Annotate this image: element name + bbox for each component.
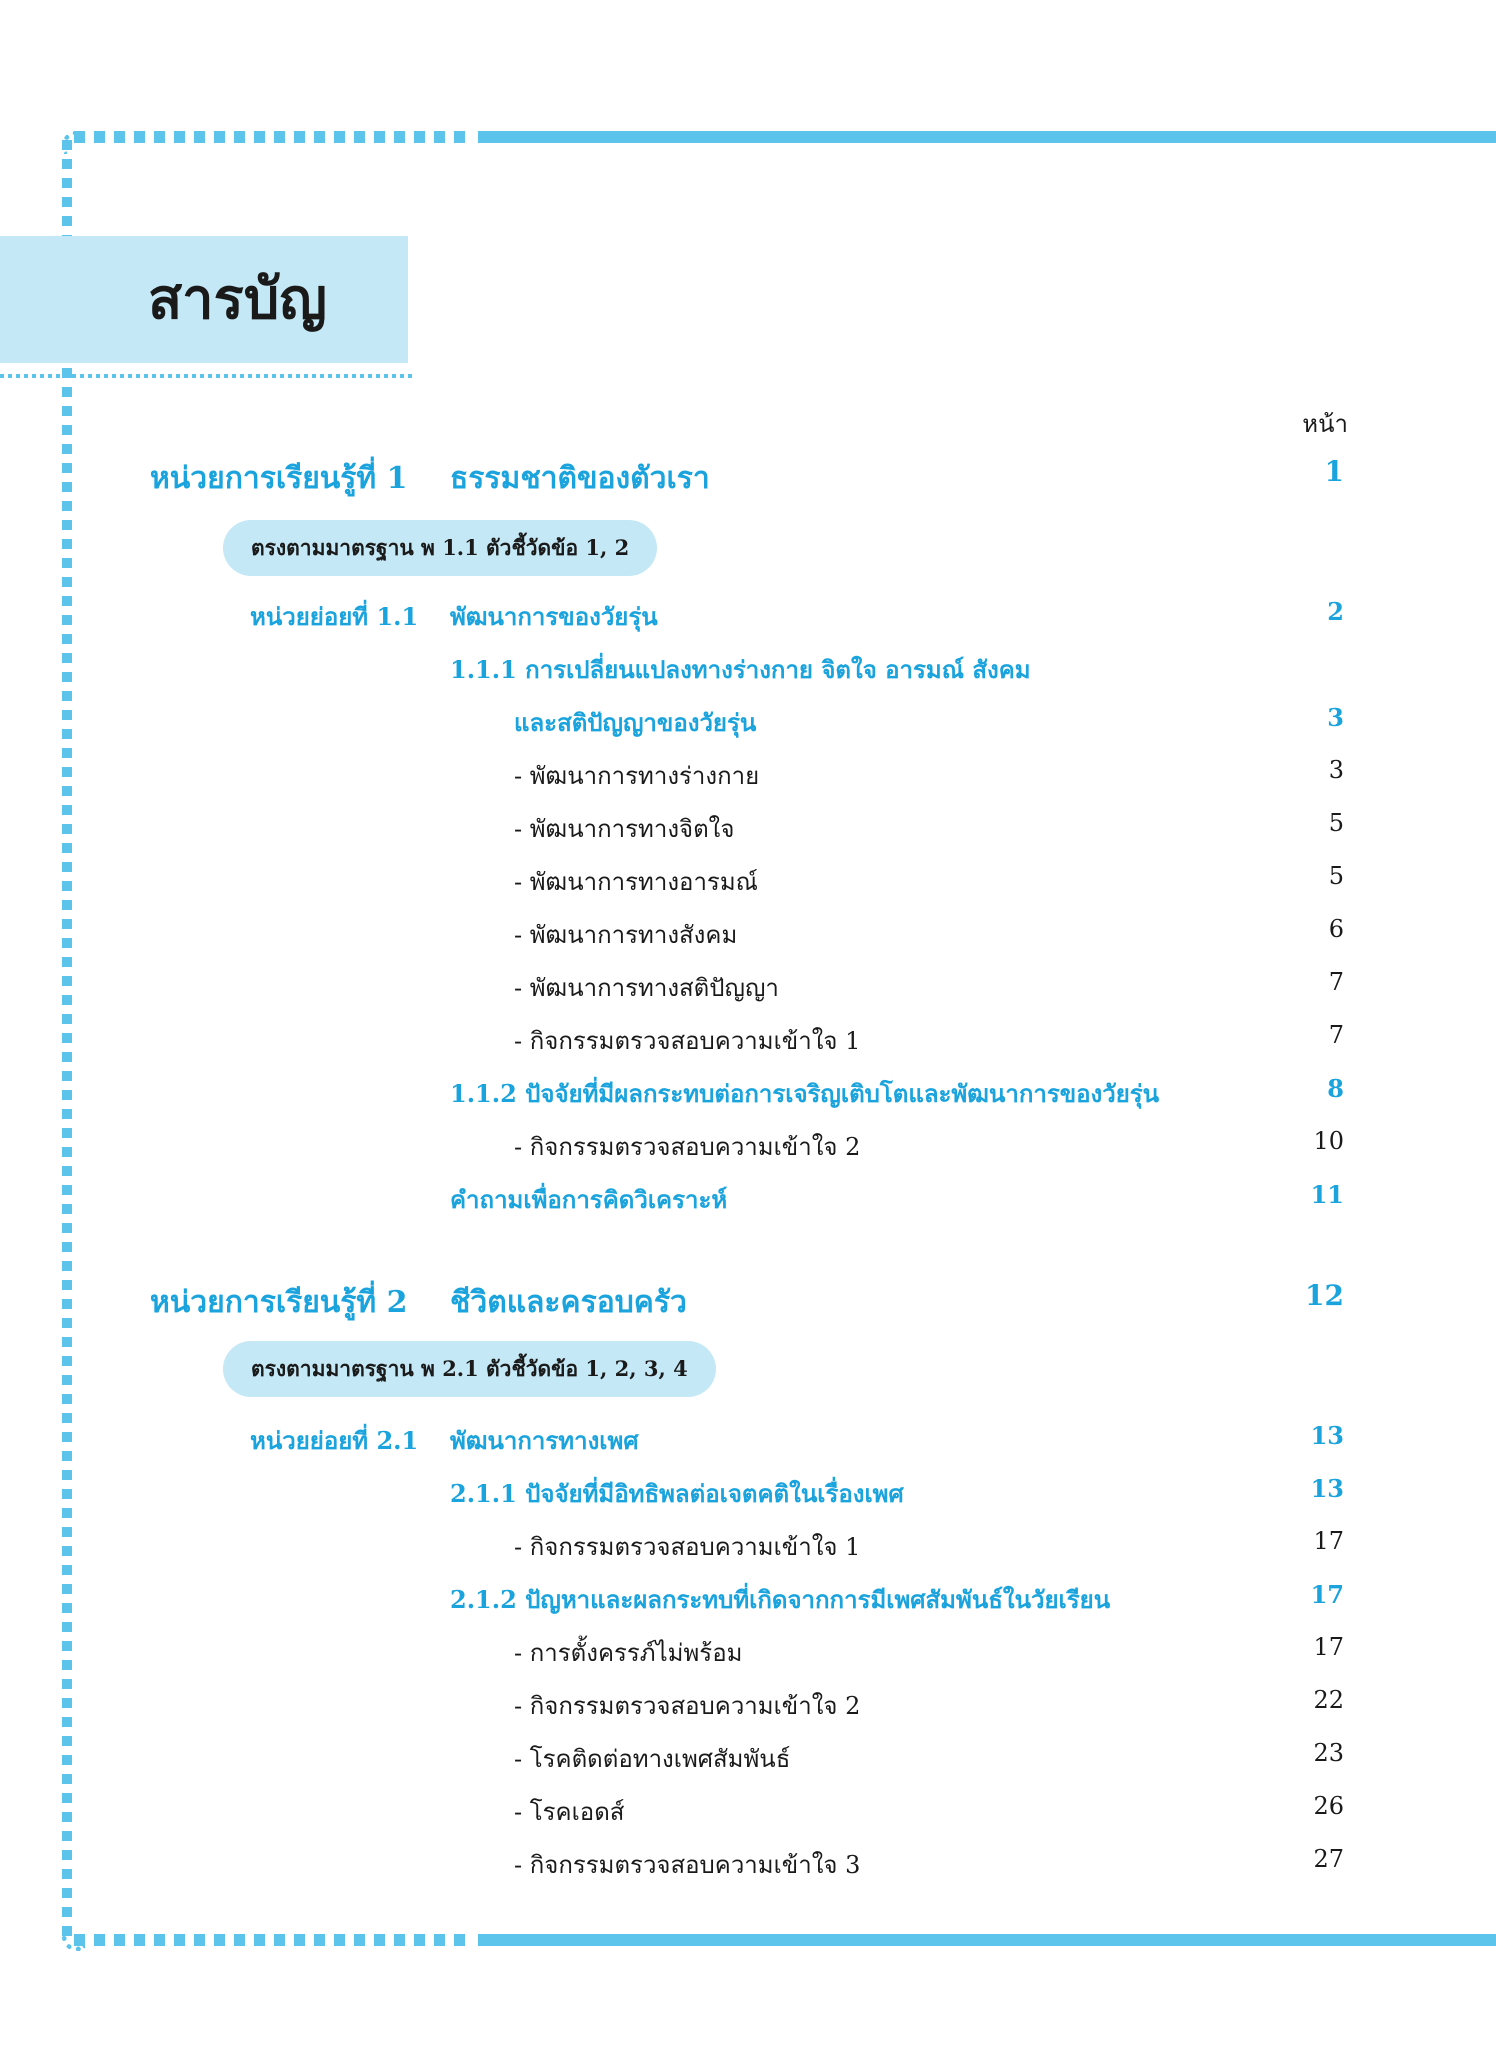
toc-item[interactable] [514, 1739, 1344, 1779]
page-number: 11 [1310, 1180, 1344, 1209]
item-title: - พัฒนาการทางอารมณ์ [514, 868, 758, 896]
subunit-name: พัฒนาการของวัยรุ่น [450, 602, 658, 631]
page-number: 23 [1313, 1739, 1344, 1767]
frame-top-dotted-line [74, 131, 474, 143]
unit-name: ชีวิตและครอบครัว [450, 1285, 687, 1320]
page-number: 22 [1313, 1686, 1344, 1714]
page-number: 17 [1313, 1633, 1344, 1661]
unit-label: หน่วยการเรียนรู้ที่ 1 [150, 461, 408, 496]
page-number: 2 [1327, 597, 1344, 626]
section-title: 1.1.1 การเปลี่ยนแปลงทางร่างกาย จิตใจ อารมณ์ สังคม [450, 655, 1031, 684]
page-number: 5 [1328, 862, 1344, 890]
subunit-name: พัฒนาการทางเพศ [450, 1426, 639, 1455]
page-number: 3 [1328, 756, 1344, 784]
toc-subunit-2-1[interactable] [250, 1421, 1344, 1461]
item-title: - พัฒนาการทางสังคม [514, 921, 738, 949]
toc-item[interactable] [514, 862, 1344, 902]
toc-unit-1[interactable] [150, 455, 1344, 503]
page-column-label: หน้า [1302, 410, 1348, 438]
page-number: 10 [1313, 1127, 1344, 1155]
frame-left-dotted-line [62, 140, 72, 1940]
section-title-cont: และสติปัญญาของวัยรุ่น [514, 708, 757, 737]
unit-label: หน่วยการเรียนรู้ที่ 2 [150, 1285, 408, 1320]
toc-item[interactable] [514, 968, 1344, 1008]
page-number: 26 [1313, 1792, 1344, 1820]
item-title: - โรคติดต่อทางเพศสัมพันธ์ [514, 1745, 791, 1773]
toc-item[interactable] [514, 809, 1344, 849]
toc-item[interactable] [514, 1686, 1344, 1726]
toc-questions[interactable] [450, 1180, 1344, 1220]
page-number: 3 [1327, 703, 1344, 732]
item-title: - กิจกรรมตรวจสอบความเข้าใจ 1 [514, 1533, 861, 1561]
item-title: - พัฒนาการทางจิตใจ [514, 815, 735, 843]
item-title: - พัฒนาการทางร่างกาย [514, 762, 760, 790]
toc-section-2-1-2[interactable] [450, 1580, 1344, 1620]
page-number: 13 [1310, 1474, 1344, 1503]
page-number: 7 [1328, 968, 1344, 996]
toc-item[interactable] [514, 1527, 1344, 1567]
subunit-label: หน่วยย่อยที่ 1.1 [250, 602, 419, 631]
toc-item[interactable] [514, 756, 1344, 796]
item-title: - การตั้งครรภ์ไม่พร้อม [514, 1639, 743, 1667]
toc-unit-2[interactable] [150, 1279, 1344, 1327]
page-number: 6 [1328, 915, 1344, 943]
toc-item[interactable] [514, 1633, 1344, 1673]
item-title: - พัฒนาการทางสติปัญญา [514, 974, 779, 1002]
section-title: 2.1.1 ปัจจัยที่มีอิทธิพลต่อเจตคติในเรื่องเพศ [450, 1479, 904, 1508]
unit-name: ธรรมชาติของตัวเรา [450, 461, 710, 496]
page-number: 27 [1313, 1845, 1344, 1873]
section-title: 1.1.2 ปัจจัยที่มีผลกระทบต่อการเจริญเติบโตและพัฒนาการของวัยรุ่น [450, 1079, 1160, 1108]
toc-item[interactable] [514, 1021, 1344, 1061]
frame-bottom-bar [478, 1934, 1496, 1946]
toc-section-1-1-2[interactable] [450, 1074, 1344, 1114]
section-title: 2.1.2 ปัญหาและผลกระทบที่เกิดจากการมีเพศสัมพันธ์ในวัยเรียน [450, 1585, 1111, 1614]
item-title: - โรคเอดส์ [514, 1798, 625, 1826]
page-number: 1 [1324, 455, 1344, 488]
page-number: 17 [1313, 1527, 1344, 1555]
item-title: - กิจกรรมตรวจสอบความเข้าใจ 1 [514, 1027, 861, 1055]
page-number: 13 [1310, 1421, 1344, 1450]
toc-section-2-1-1[interactable] [450, 1474, 1344, 1514]
toc-section-1-1-1-cont[interactable] [450, 703, 1344, 743]
page-number: 17 [1310, 1580, 1344, 1609]
page-number: 8 [1327, 1074, 1344, 1103]
title-dotted-underline [0, 374, 414, 378]
item-title: - กิจกรรมตรวจสอบความเข้าใจ 2 [514, 1692, 861, 1720]
subunit-label: หน่วยย่อยที่ 2.1 [250, 1426, 419, 1455]
toc-item[interactable] [514, 1127, 1344, 1167]
page-title: สารบัญ [148, 267, 327, 332]
toc-item[interactable] [514, 915, 1344, 955]
standard-badge: ตรงตามมาตรฐาน พ 2.1 ตัวชี้วัดข้อ 1, 2, 3, 4 [223, 1341, 716, 1397]
page-number: 12 [1305, 1279, 1344, 1312]
standard-badge: ตรงตามมาตรฐาน พ 1.1 ตัวชี้วัดข้อ 1, 2 [223, 520, 657, 576]
toc-item[interactable] [514, 1792, 1344, 1832]
item-title: - กิจกรรมตรวจสอบความเข้าใจ 2 [514, 1133, 861, 1161]
item-title: - กิจกรรมตรวจสอบความเข้าใจ 3 [514, 1851, 861, 1879]
toc-section-1-1-1[interactable] [450, 650, 1344, 690]
frame-bottom-dotted-line [74, 1934, 474, 1946]
page-number: 5 [1328, 809, 1344, 837]
toc-item[interactable] [514, 1845, 1344, 1885]
section-title: คำถามเพื่อการคิดวิเคราะห์ [450, 1185, 728, 1214]
frame-top-bar [478, 131, 1496, 143]
toc-subunit-1-1[interactable] [250, 597, 1344, 637]
page-number: 7 [1328, 1021, 1344, 1049]
